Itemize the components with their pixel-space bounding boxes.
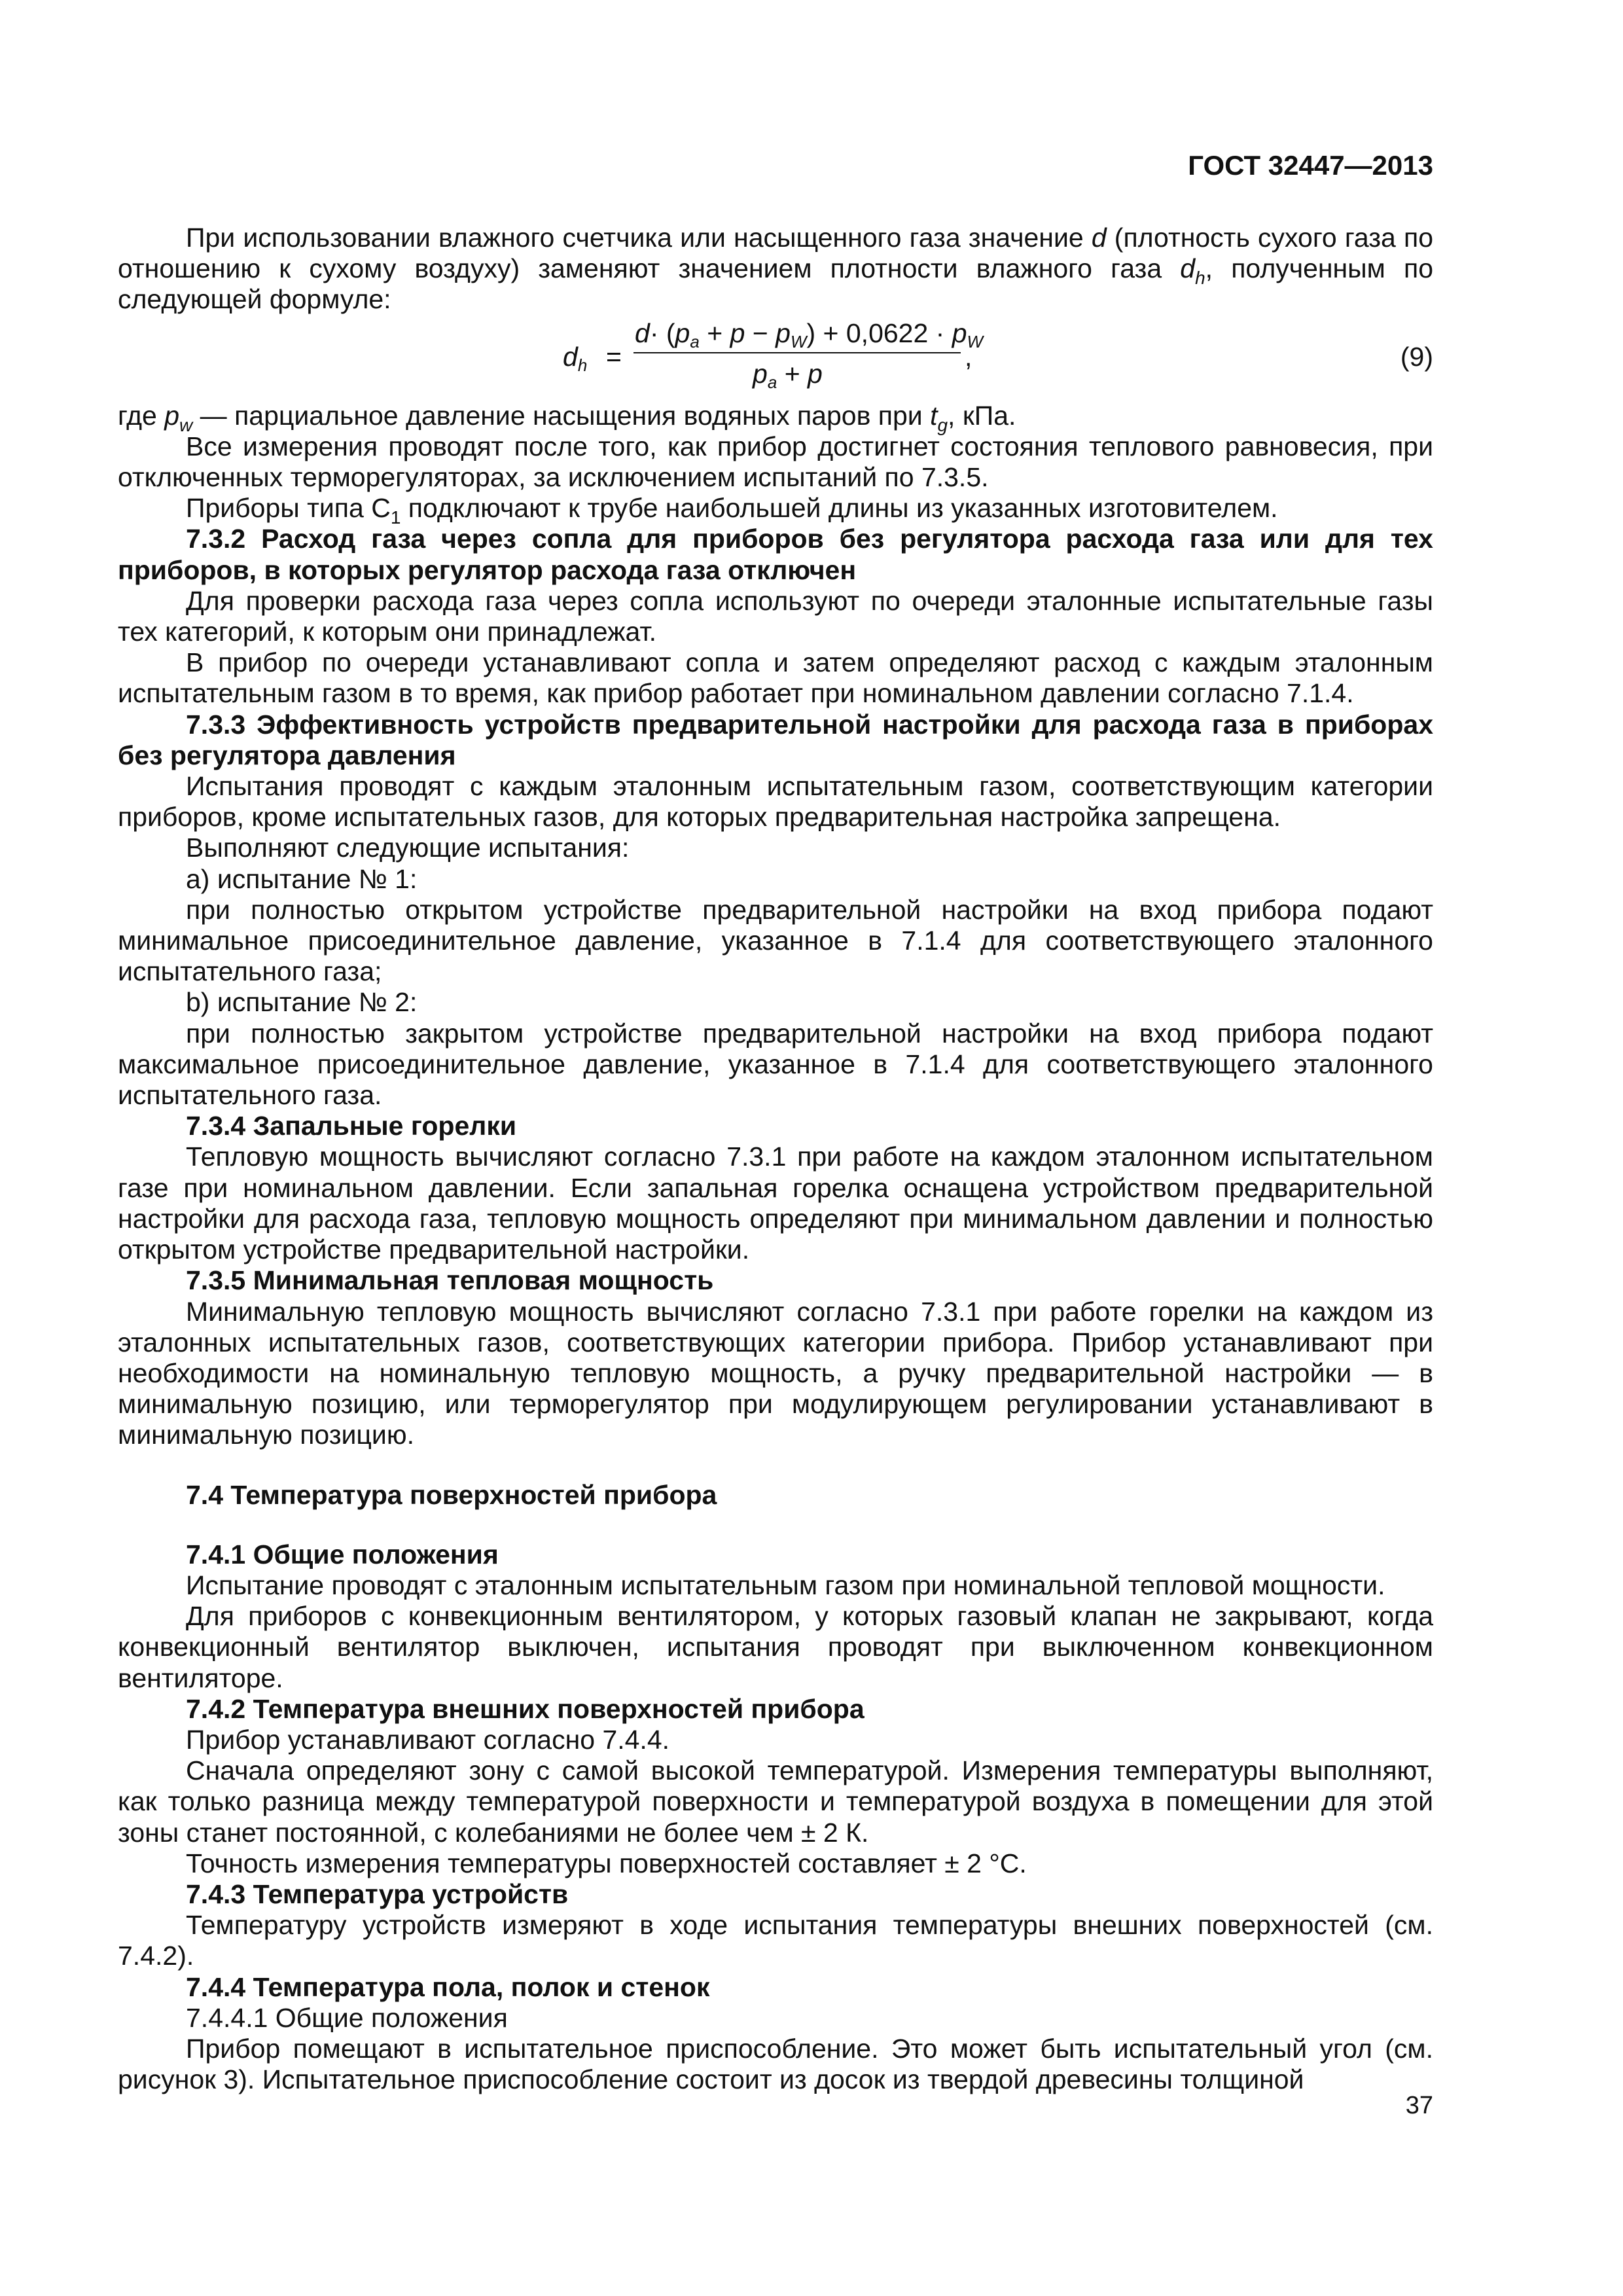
paragraph: Испытания проводят с каждым эталонным испытательным газом, соответствующим категории приборов, кроме испытательных газов, для которых предварительная настройка запрещена. [118,771,1433,833]
paragraph: В прибор по очереди устанавливают сопла и затем определяют расход с каждым эталонным испытательным газом в то время, как прибор работает при номинальном давлении согласно 7.1.4. [118,647,1433,709]
section-heading-7-3-2: 7.3.2 Расход газа через сопла для приборов без регулятора расхода газа или для тех приборов, в которых регулятор расхода газа отключен [118,524,1433,585]
formula-equals: = [606,341,622,372]
paragraph: Испытание проводят с эталонным испытательным газом при номинальной тепловой мощности. [186,1570,1385,1600]
list-item: a) испытание № 1: [186,863,418,894]
section-heading-7-4: 7.4 Температура поверхностей прибора [186,1479,717,1510]
subsection-heading-7-4-4-1: 7.4.4.1 Общие положения [186,2002,508,2033]
section-heading-7-3-4: 7.3.4 Запальные горелки [186,1111,517,1141]
formula-comma: , [965,341,972,372]
paragraph: Все измерения проводят после того, как прибор достигнет состояния теплового равновесия, при отключенных терморегуляторах, за исключением испытаний по 7.3.5. [118,431,1433,493]
section-heading-7-4-4: 7.4.4 Температура пола, полок и стенок [186,1971,710,2002]
paragraph: Прибор помещают в испытательное приспособление. Это может быть испытательный угол (см. рисунок 3). Испытательное приспособление состоит из досок из твердой древесины толщиной [118,2033,1433,2095]
section-heading-7-4-1: 7.4.1 Общие положения [186,1539,499,1570]
paragraph: при полностью открытом устройстве предварительной настройки на вход прибора подают минимальное присоединительное давление, указанное в 7.1.4 для соответствующего эталонного испытательного газа; [118,894,1433,987]
document-body [118,223,1433,2095]
paragraph: Температуру устройств измеряют в ходе испытания температуры внешних поверхностей (см. 7.4.2). [118,1910,1433,1971]
formula-9 [118,315,1433,401]
section-heading-7-4-3: 7.4.3 Температура устройств [186,1878,569,1909]
section-heading-7-3-5: 7.3.5 Минимальная тепловая мощность [186,1265,714,1296]
paragraph: Сначала определяют зону с самой высокой температурой. Измерения температуры выполняют, как только разница между температурой поверхности и температурой воздуха в помещении для этой зоны станет постоянной, с колебаниями не более чем ± 2 К. [118,1755,1433,1848]
paragraph: Тепловую мощность вычисляют согласно 7.3.1 при работе на каждом эталонном испытательном газе при номинальном давлении. Если запальная горелка оснащена устройством предварительной настройки для расхода газа, тепловую мощность определяют при минимальном давлении и полностью открытом устройстве предварительной настройки. [118,1141,1433,1265]
formula-numerator: $d\cdot (p_a + p - p_W) + 0,0622 \cdot p_W$ [635,317,984,351]
paragraph: Минимальную тепловую мощность вычисляют согласно 7.3.1 при работе горелки на каждом из эталонных испытательных газов, соответствующих категории прибора. Прибор устанавливают при необходимости на номинальную тепловую мощность, а ручку предварительной настройки — в минимальную позицию, или терморегулятор при модулирующем регулировании устанавливают в минимальную позицию. [118,1296,1433,1450]
paragraph: Выполняют следующие испытания: [186,833,630,863]
formula-lhs: $d_h$ [563,341,588,375]
paragraph: При использовании влажного счетчика или насыщенного газа значение d (плотность сухого газа по отношению к сухому воздуху) заменяют значением плотности влажного газа $d_h$, полученным по следующей формуле: [118,223,1434,315]
formula-number: (9) [1400,341,1433,372]
formula-denominator: $p_a + p$ [753,358,823,392]
page-number: 37 [1405,2092,1433,2119]
section-heading-7-3-3: 7.3.3 Эффективность устройств предварительной настройки для расхода газа в приборах без регулятора давления [118,709,1433,770]
paragraph: Точность измерения температуры поверхностей составляет ± 2 °С. [186,1848,1027,1878]
paragraph: Для проверки расхода газа через сопла используют по очереди эталонные испытательные газы тех категорий, к которым они принадлежат. [118,585,1433,647]
paragraph: при полностью закрытом устройстве предварительной настройки на вход прибора подают максимальное присоединительное давление, указанное в 7.1.4 для соответствующего эталонного испытательного газа. [118,1018,1433,1111]
paragraph: Для приборов с конвекционным вентилятором, у которых газовый клапан не закрывают, когда конвекционный вентилятор выключен, испытания проводят при выключенном конвекционном вентиляторе. [118,1601,1433,1693]
formula-legend: где $p_w$ — парциальное давление насыщения водяных паров при $t_g$, кПа. [118,400,1016,435]
paragraph: Приборы типа $С_1$ подключают к трубе наибольшей длины из указанных изготовителем. [186,493,1278,528]
fraction-bar [633,352,961,353]
list-item: b) испытание № 2: [186,987,418,1018]
standard-designation: ГОСТ 32447—2013 [1188,150,1433,181]
paragraph: Прибор устанавливают согласно 7.4.4. [186,1724,670,1755]
section-heading-7-4-2: 7.4.2 Температура внешних поверхностей прибора [186,1693,865,1724]
